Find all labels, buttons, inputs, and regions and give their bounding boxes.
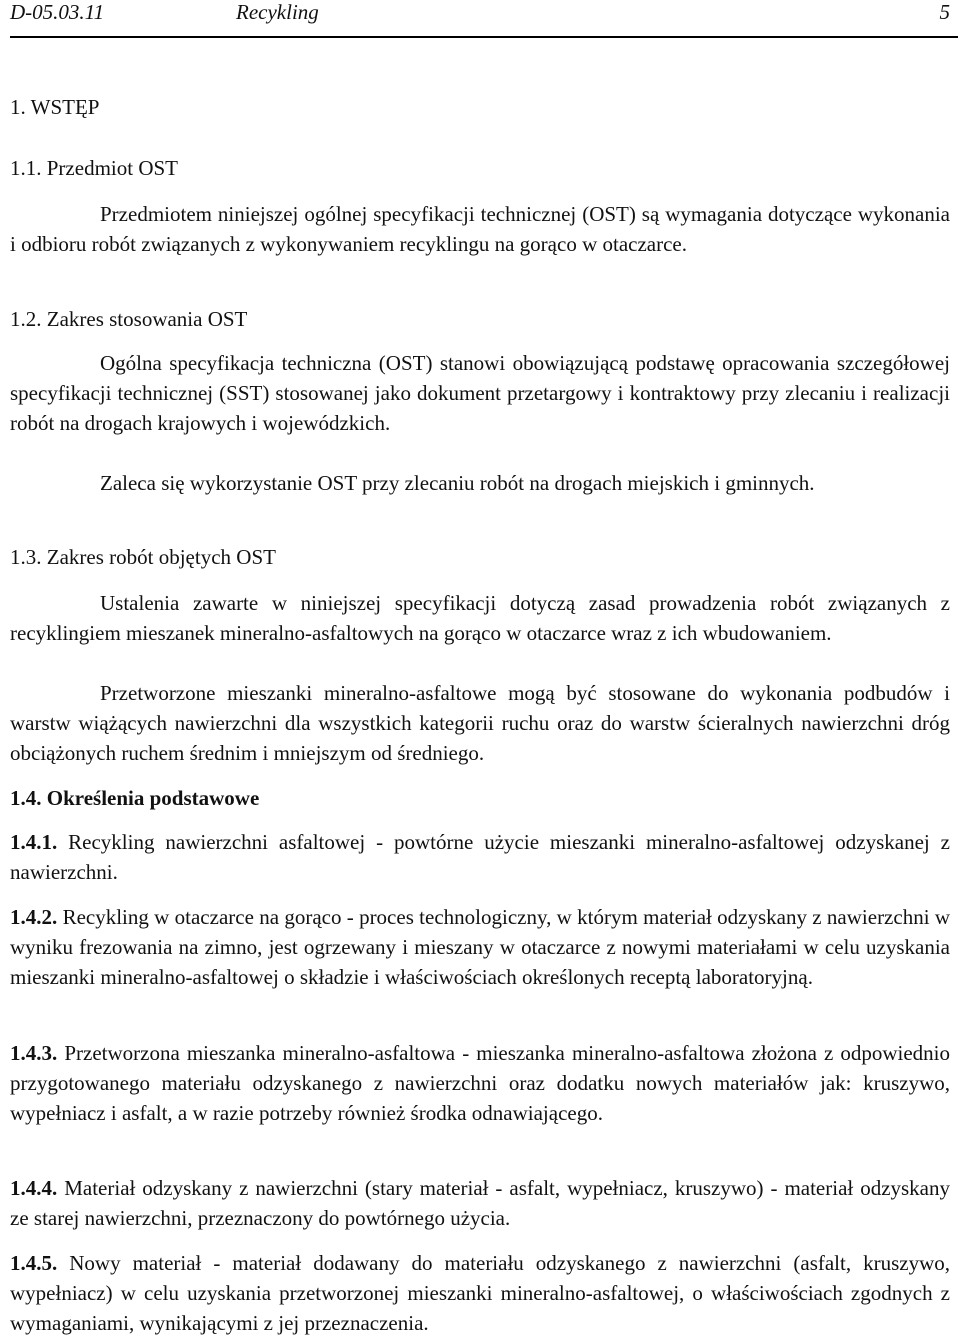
section-heading-1-1: 1.1. Przedmiot OST <box>10 156 178 180</box>
paragraph-1-2-a: Ogólna specyfikacja techniczna (OST) stanowi obowiązującą podstawę opracowania szczegółowej specyfikacji technicznej (SST) stosowanej jako dokument przetargowy i kontraktowy przy zlecaniu i realizacji robót na drogach krajowych i wojewódzkich. <box>10 351 950 435</box>
definition-number: 1.4.1. <box>10 830 58 854</box>
definition-text: Recykling w otaczarce na gorąco - proces technologiczny, w którym materiał odzyskany z nawierzchni w wyniku frezowania na zimno, jest ogrzewany i mieszany w otaczarce z nowymi materiałami w celu uzyskania mieszanki mineralno-asfaltowej o składzie i właściwościach określonych receptą laboratoryjną. <box>10 905 951 989</box>
header-rule <box>10 36 958 38</box>
definition-text: Przetworzona mieszanka mineralno-asfaltowa - mieszanka mineralno-asfaltowa złożona z odpowiednio przygotowanego materiału odzyskanego z nawierzchni oraz dodatku nowych materiałów jak: kruszywo, wypełniacz i asfalt, a w razie potrzeby również środka odnawiającego. <box>10 1041 951 1125</box>
document-title: Recykling <box>236 0 319 24</box>
definition-text: Recykling nawierzchni asfaltowej - powtórne użycie mieszanki mineralno-asfaltowej odzyskanej z nawierzchni. <box>10 830 950 884</box>
definition-item <box>10 902 950 992</box>
definition-item <box>10 1038 950 1128</box>
page-header <box>10 0 950 30</box>
definition-text: Materiał odzyskany z nawierzchni (stary materiał - asfalt, wypełniacz, kruszywo) - materiał odzyskany ze starej nawierzchni, przeznaczony do powtórnego użycia. <box>10 1176 951 1230</box>
definition-item <box>10 1173 950 1233</box>
definition-text: Nowy materiał - materiał dodawany do materiału odzyskanego z nawierzchni (asfalt, kruszywo, wypełniacz) w celu uzyskania przetworzonej mieszanki mineralno-asfaltowej, o właściwościach zgodnych z wymaganiami, wynikającymi z jej przeznaczenia. <box>10 1251 951 1335</box>
section-heading-1-2: 1.2. Zakres stosowania OST <box>10 307 248 331</box>
definition-number: 1.4.2. <box>10 905 58 929</box>
section-heading-1: 1. WSTĘP <box>10 95 100 119</box>
definition-item <box>10 827 950 887</box>
paragraph-1-3-a: Ustalenia zawarte w niniejszej specyfikacji dotyczą zasad prowadzenia robót związanych z recyklingiem mieszanek mineralno-asfaltowych na gorąco w otaczarce wraz z ich wbudowaniem. <box>10 591 950 645</box>
page-number: 5 <box>939 0 950 24</box>
definition-number: 1.4.3. <box>10 1041 58 1065</box>
paragraph-1-1: Przedmiotem niniejszej ogólnej specyfikacji technicznej (OST) są wymagania dotyczące wykonania i odbioru robót związanych z wykonywaniem recyklingu na gorąco w otaczarce. <box>10 202 950 256</box>
paragraph-1-3-b: Przetworzone mieszanki mineralno-asfaltowe mogą być stosowane do wykonania podbudów i warstw wiążących nawierzchni dla wszystkich kategorii ruchu oraz do warstw ścieralnych nawierzchni dróg obciążonych ruchem średnim i mniejszym od średniego. <box>10 681 950 765</box>
paragraph-1-2-b: Zaleca się wykorzystanie OST przy zlecaniu robót na drogach miejskich i gminnych. <box>100 471 815 495</box>
section-heading-1-3: 1.3. Zakres robót objętych OST <box>10 545 276 569</box>
section-heading-1-4: 1.4. Określenia podstawowe <box>10 786 260 810</box>
definition-item <box>10 1248 950 1338</box>
document-code: D-05.03.11 <box>10 0 105 24</box>
definition-number: 1.4.4. <box>10 1176 58 1200</box>
definition-number: 1.4.5. <box>10 1251 58 1275</box>
